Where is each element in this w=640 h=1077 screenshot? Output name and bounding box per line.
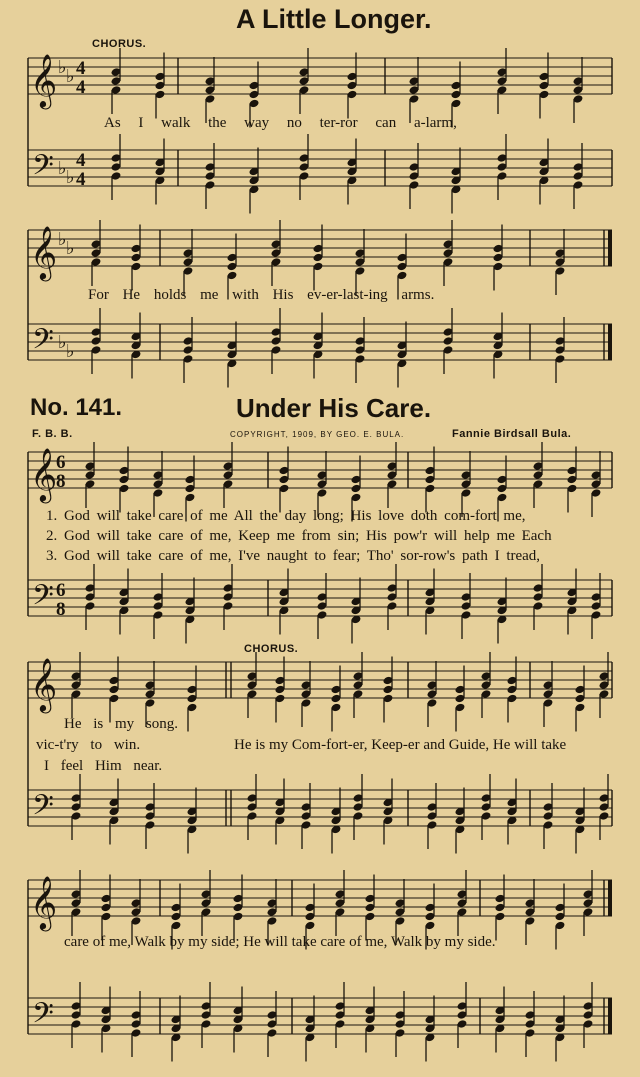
svg-text:𝄞: 𝄞 [30,875,58,929]
svg-text:𝄢: 𝄢 [32,323,54,363]
system5-bass-staff [28,997,612,1037]
svg-text:8: 8 [56,599,66,620]
svg-text:𝄞: 𝄞 [30,225,58,279]
svg-text:4: 4 [76,169,86,190]
composer-initials: F. B. B. [32,428,73,440]
hymn-number: No. 141. [30,394,123,421]
verse-3-ending: I feel Him near. [44,758,163,774]
lyric-line-1: As I walk the way no ter-ror can a-larm, [104,115,457,131]
svg-text:𝄞: 𝄞 [30,657,58,711]
svg-text:4: 4 [76,77,86,98]
svg-text:4: 4 [76,150,86,171]
hymn-title: A Little Longer. [236,4,432,34]
svg-text:♭: ♭ [58,229,67,250]
svg-text:♭: ♭ [58,158,67,179]
verse-2-ending: vic-t'ry to win. [36,737,141,753]
hymn-title-2: Under His Care. [236,393,432,423]
svg-text:𝄢: 𝄢 [32,997,54,1037]
svg-text:6: 6 [56,452,66,473]
svg-text:♭: ♭ [58,332,67,353]
chorus-line-1: He is my Com-fort-er, Keep-er and Guide, He will take [234,737,567,753]
svg-text:6: 6 [56,580,66,601]
verse-1-ending: He is my song. [64,716,178,732]
svg-text:♭: ♭ [58,57,67,78]
svg-text:♭: ♭ [66,341,75,362]
verse-3: 3. God will take care of me, I've naught to fear; Tho' sor-row's path I tread, [46,548,541,564]
lyric-line-2: For He holds me with His ev-er-last-ing arms. [88,287,435,303]
svg-text:4: 4 [76,58,86,79]
svg-text:♭: ♭ [66,66,75,87]
verse-2: 2. God will take care of me, Keep me from sin; His pow'r will help me Each [46,528,552,544]
copyright-notice: COPYRIGHT, 1909, BY GEO. E. BULA. [230,430,405,439]
treble-clef-icon: 𝄞 [30,53,58,107]
author-name: Fannie Birdsall Bula. [452,428,572,440]
svg-text:8: 8 [56,471,66,492]
chorus-line-2: care of me, Walk by my side; He will take care of me, Walk by my side. [64,934,496,950]
bass-clef-icon: 𝄢 [32,149,54,189]
svg-text:𝄢: 𝄢 [32,579,54,619]
svg-text:𝄢: 𝄢 [32,789,54,829]
chorus-label: CHORUS. [92,38,147,50]
svg-text:♭: ♭ [66,167,75,188]
chorus-label-2: CHORUS. [244,643,299,655]
svg-text:♭: ♭ [66,238,75,259]
svg-text:𝄞: 𝄞 [30,447,58,501]
system5-treble-staff [28,875,612,1034]
verse-1: 1. God will take care of me All the day long; His love doth com-fort me, [46,508,526,524]
